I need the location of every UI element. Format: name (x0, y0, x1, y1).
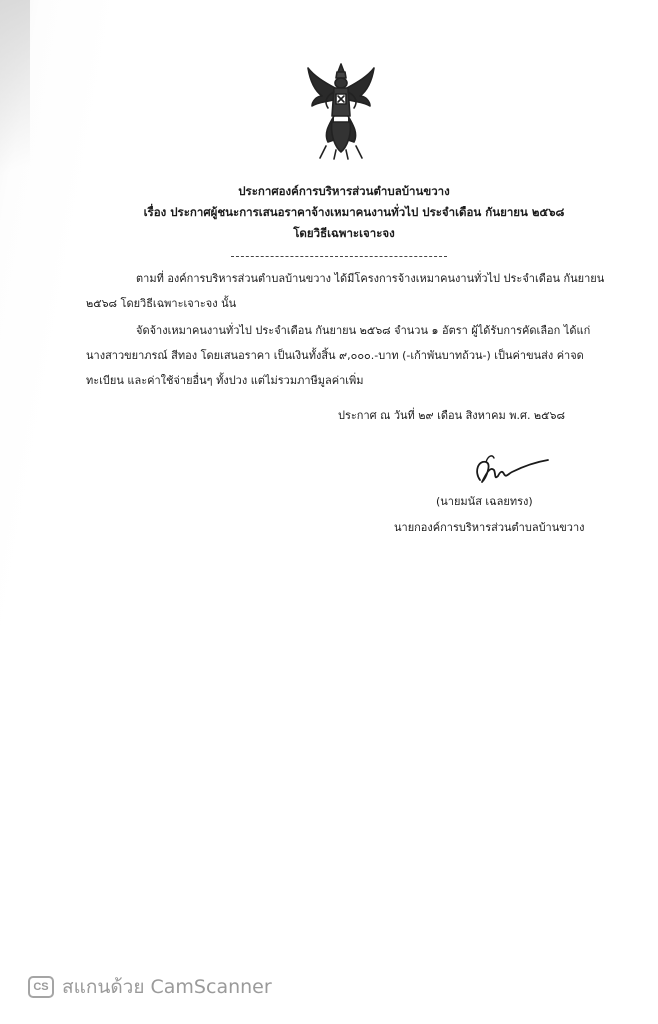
camscanner-logo-icon: CS (28, 976, 54, 998)
paragraph-2-line-1: จัดจ้างเหมาคนงานทั่วไป ประจำเดือน กันยายน ๒๕๖๘ จำนวน ๑ อัตรา ผู้ได้รับการคัดเลือก ได้แก่ (136, 324, 591, 337)
org-announcement-heading: ประกาศองค์การบริหารส่วนตำบลบ้านขวาง (238, 184, 450, 198)
method-line: โดยวิธีเฉพาะเจาะจง (293, 226, 395, 240)
handwritten-signature (472, 452, 552, 488)
document-title-block (0, 181, 658, 244)
paragraph-1-line-1: ตามที่ องค์การบริหารส่วนตำบลบ้านขวาง ได้มีโครงการจ้างเหมาคนงานทั่วไป ประจำเดือน กันยายน (136, 272, 605, 285)
paragraph-2-line-2: นางสาวขยาภรณ์ สีทอง โดยเสนอราคา เป็นเงินทั้งสิ้น ๙,๐๐๐.-บาท (-เก้าพันบาทถ้วน-) เป็นค่าขนส่ง ค่าจด (86, 349, 584, 362)
paragraph-2 (86, 318, 626, 393)
subject-line: เรื่อง ประกาศผู้ชนะการเสนอราคาจ้างเหมาคนงานทั่วไป ประจำเดือน กันยายน ๒๕๖๘ (143, 205, 565, 219)
dashed-divider (231, 256, 447, 257)
paragraph-2-line-3: ทะเบียน และค่าใช้จ่ายอื่นๆ ทั้งปวง แต่ไม่รวมภาษีมูลค่าเพิ่ม (86, 374, 364, 387)
garuda-emblem-icon (306, 62, 376, 160)
paragraph-1 (86, 266, 626, 316)
announcement-date: ประกาศ ณ วันที่ ๒๙ เดือน สิงหาคม พ.ศ. ๒๕๖๘ (338, 409, 565, 422)
camscanner-watermark (28, 975, 272, 999)
paragraph-1-line-2: ๒๕๖๘ โดยวิธีเฉพาะเจาะจง นั้น (86, 297, 237, 310)
signer-name: (นายมนัส เฉลยทรง) (436, 495, 533, 508)
signer-title: นายกองค์การบริหารส่วนตำบลบ้านขวาง (394, 521, 585, 534)
watermark-text: สแกนด้วย CamScanner (62, 976, 272, 998)
